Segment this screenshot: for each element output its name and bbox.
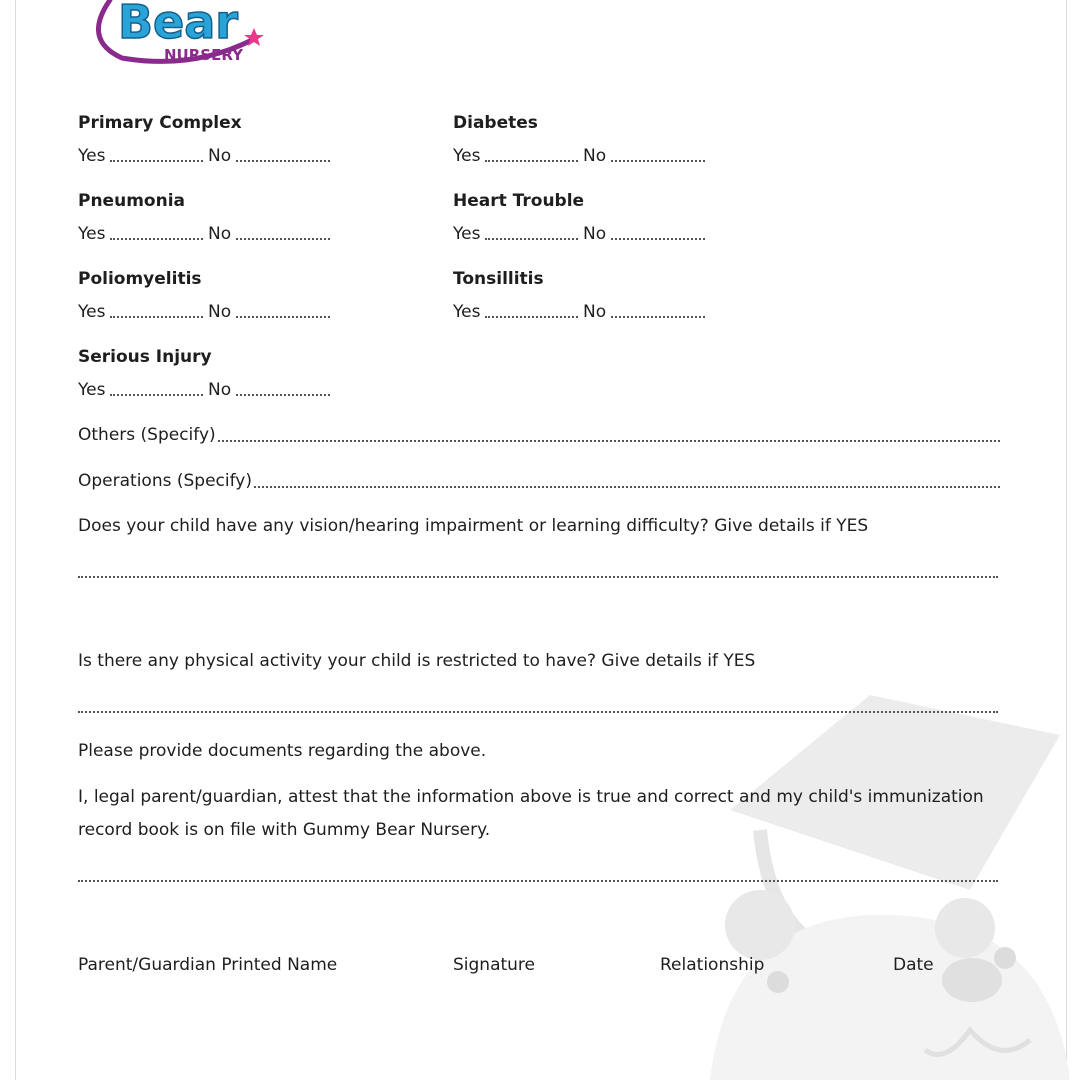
yes-label: Yes xyxy=(453,302,481,322)
no-answer-field[interactable] xyxy=(236,316,330,318)
no-answer-field[interactable] xyxy=(611,316,705,318)
yes-answer-field[interactable] xyxy=(110,238,203,240)
no-answer-field[interactable] xyxy=(611,160,705,162)
condition-label: Primary Complex xyxy=(78,113,242,133)
yes-label: Yes xyxy=(453,146,481,166)
physical-details-field[interactable] xyxy=(78,711,998,713)
yes-answer-field[interactable] xyxy=(485,316,578,318)
yes-label: Yes xyxy=(453,224,481,244)
condition-label: Diabetes xyxy=(453,113,538,133)
yes-answer-field[interactable] xyxy=(110,160,203,162)
condition-label: Heart Trouble xyxy=(453,191,585,211)
svg-text:NURSERY: NURSERY xyxy=(164,46,243,64)
no-label: No xyxy=(208,224,232,244)
no-label: No xyxy=(208,380,232,400)
no-label: No xyxy=(583,146,607,166)
operations-field[interactable] xyxy=(254,486,1000,488)
attestation-line-2: record book is on file with Gummy Bear Nursery. xyxy=(78,820,491,840)
no-label: No xyxy=(583,302,607,322)
svg-text:Bear: Bear xyxy=(118,0,238,49)
others-field[interactable] xyxy=(218,440,1000,442)
yes-answer-field[interactable] xyxy=(110,316,203,318)
no-answer-field[interactable] xyxy=(236,160,330,162)
yes-label: Yes xyxy=(78,380,106,400)
operations-label: Operations (Specify) xyxy=(78,471,252,491)
yes-label: Yes xyxy=(78,224,106,244)
vision-question: Does your child have any vision/hearing impairment or learning difficulty? Give details if YES xyxy=(78,516,869,536)
others-label: Others (Specify) xyxy=(78,425,216,445)
condition-label: Poliomyelitis xyxy=(78,269,202,289)
signature-line[interactable] xyxy=(78,880,998,882)
no-label: No xyxy=(208,146,232,166)
date-label: Date xyxy=(893,955,934,975)
yes-answer-field[interactable] xyxy=(485,238,578,240)
physical-activity-question: Is there any physical activity your child is restricted to have? Give details if YES xyxy=(78,651,756,671)
gummy-bear-logo xyxy=(82,0,282,70)
no-label: No xyxy=(208,302,232,322)
no-answer-field[interactable] xyxy=(236,238,330,240)
vision-details-field[interactable] xyxy=(78,576,998,578)
no-answer-field[interactable] xyxy=(236,394,330,396)
yes-answer-field[interactable] xyxy=(110,394,203,396)
no-answer-field[interactable] xyxy=(611,238,705,240)
no-label: No xyxy=(583,224,607,244)
yes-label: Yes xyxy=(78,302,106,322)
signature-label: Signature xyxy=(453,955,536,975)
attestation-line-1: I, legal parent/guardian, attest that the information above is true and correct and my child's immunization xyxy=(78,787,984,807)
documents-note: Please provide documents regarding the above. xyxy=(78,741,487,761)
condition-label: Pneumonia xyxy=(78,191,185,211)
condition-label: Tonsillitis xyxy=(453,269,544,289)
yes-answer-field[interactable] xyxy=(485,160,578,162)
printed-name-label: Parent/Guardian Printed Name xyxy=(78,955,338,975)
relationship-label: Relationship xyxy=(660,955,765,975)
yes-label: Yes xyxy=(78,146,106,166)
condition-label: Serious Injury xyxy=(78,347,212,367)
